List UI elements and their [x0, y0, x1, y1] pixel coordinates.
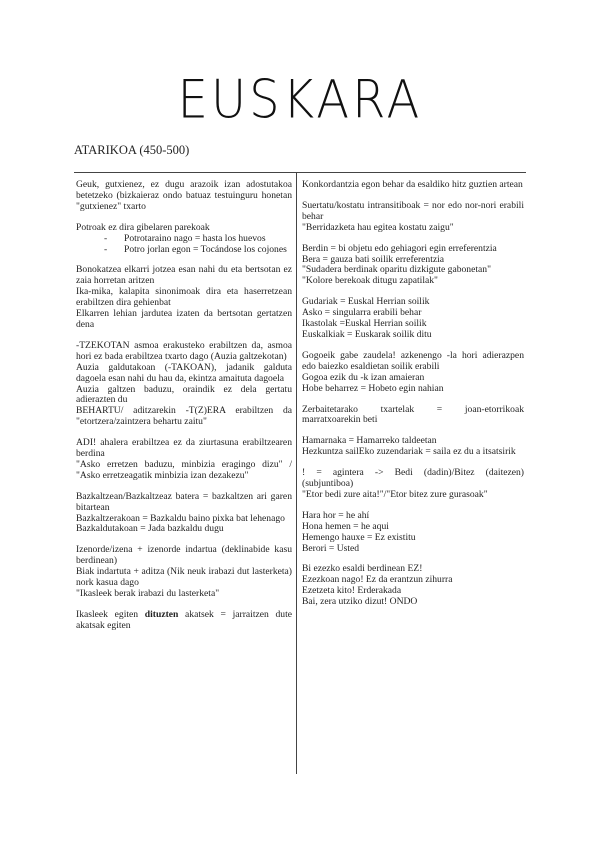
note-paragraph: Ikastolak =Euskal Herrian soilik: [302, 318, 427, 330]
note-paragraph: ! = agintera -> Bedi (dadin)/Bitez (daitezen) (subjuntiboa): [302, 467, 524, 490]
page-title: EUSKARA: [177, 69, 423, 131]
note-paragraph: Ika-mika, kalapita sinonimoak dira eta haserretzean erabiltzen dira gehienbat: [76, 286, 292, 309]
note-paragraph: Bonokatzea elkarri jotzea esan nahi du eta bertsotan ez zaia horretan aritzen: [76, 264, 292, 287]
note-paragraph: Potroak ez dira gibelaren parekoak: [76, 221, 210, 233]
note-paragraph: Bai, zera utziko dizut! ONDO: [302, 596, 418, 608]
left-column: [76, 180, 292, 632]
note-bold-text: dituzten: [144, 608, 179, 620]
note-paragraph: Asko = singularra erabili behar: [302, 307, 422, 319]
note-paragraph: -TZEKOTAN asmoa erakusteko erabiltzen da, asmoa hori ez bada erabiltzea txarto dago (Auzia galtzekotan): [76, 339, 292, 362]
note-paragraph: "Berridazketa hau egitea kostatu zaigu": [302, 221, 454, 233]
note-paragraph: Gogoeik gabe zaudela! azkenengo -la hori adierazpen edo baiezko esaldietan soilik erabili: [302, 349, 524, 372]
note-paragraph: Bi ezezko esaldi berdinean EZ!: [302, 563, 423, 575]
note-paragraph: "Ikasleek berak irabazi du lasterketa": [76, 588, 220, 599]
list-item: - Potrotaraino nago = hasta los huevos: [114, 234, 292, 245]
note-paragraph: Konkordantzia egon behar da esaldiko hitz guztien artean: [302, 179, 523, 190]
section-subtitle: ATARIKOA (450-500): [74, 143, 190, 157]
note-paragraph: Bazkaltzean/Bazkaltzeaz batera = bazkaltzen ari garen bitartean: [76, 490, 292, 513]
note-paragraph: Ezezkoan nago! Ez da erantzun zihurra: [302, 574, 453, 586]
note-paragraph: Gogoa ezik du -k izan amaieran: [302, 371, 425, 383]
notes-table: [74, 172, 526, 774]
note-paragraph: Berdin = bi objetu edo gehiagori egin erreferentzia: [302, 242, 497, 254]
table-column-divider: [296, 172, 297, 774]
note-paragraph: Hara hor = he ahí: [302, 509, 370, 521]
note-paragraph: Gudariak = Euskal Herrian soilik: [302, 296, 430, 308]
note-paragraph: Berori = Usted: [302, 542, 360, 554]
note-paragraph: Hobe beharrez = Hobeto egin nahian: [302, 382, 444, 394]
note-paragraph: Hamarnaka = Hamarreko taldeetan: [302, 435, 437, 447]
note-paragraph: "Asko erretzen baduzu, minbizia eragingo dizu" / "Asko erretzeagatik minbizia izan dezakezu": [76, 458, 292, 481]
table-top-rule: [74, 172, 526, 173]
note-paragraph: Bazkaltzerakoan = Bazkaldu baino pixka bat lehenago: [76, 512, 285, 524]
note-paragraph: ADI! ahalera erabiltzea ez da ziurtasuna erabiltzearen berdina: [76, 437, 292, 460]
note-paragraph: "Etor bedi zure aita!"/"Etor bitez zure gurasoak": [302, 488, 488, 500]
note-paragraph: BEHARTU/ aditzarekin -T(Z)ERA erabiltzen da "etortzera/zaintzera behartu zaitu": [76, 405, 292, 428]
note-paragraph: "Sudadera berdinak oparitu dizkigute gabonetan": [302, 264, 491, 276]
note-paragraph: Auzia galdutakoan (-TAKOAN), jadanik galduta dagoela esan nahi du hau da, ekintza amaituta dagoela: [76, 361, 292, 384]
note-paragraph: Hemengo hauxe = Ez existitu: [302, 531, 416, 543]
note-paragraph: Suertatu/kostatu intransitiboak = nor edo nor-nori erabili behar: [302, 199, 524, 222]
note-paragraph: [76, 610, 292, 632]
note-paragraph: Elkarren lehian jarduteа izaten da bertsotan gertatzen dena: [76, 308, 292, 330]
right-column: [302, 180, 524, 608]
note-paragraph: Hezkuntza sailEko zuzendariak = saila ez du a itsatsirik: [302, 446, 516, 458]
list-item: - Potro jorlan egon = Tocándose los cojones: [114, 245, 292, 256]
note-paragraph: "Kolore berekoak ditugu zapatilak": [302, 275, 438, 287]
note-paragraph: Izenorde/izena + izenorde indartua (deklinabide kasu berdinean): [76, 544, 292, 567]
note-paragraph: Zerbaitetarako txartelak = joan-etorrikoak marratxoarekin beti: [302, 403, 524, 426]
note-text: akatsek = jarraitzen dute akatsak egiten: [76, 608, 292, 631]
note-paragraph: Bazkaldutakoan = Jada bazkaldu dugu: [76, 523, 224, 535]
note-paragraph: Biak indartuta + aditza (Nik neuk irabazi dut lasterketa) nork kasua dago: [76, 566, 292, 589]
note-paragraph: Bera = gauza bati soilik erreferentzia: [302, 253, 445, 265]
note-list: [76, 234, 292, 256]
note-paragraph: Euskalkiak = Euskarak soilik ditu: [302, 328, 432, 340]
note-paragraph: Auzia galtzen baduzu, oraindik ez dela gertatu adierazten du: [76, 383, 292, 406]
note-paragraph: Ezetzeta kito! Erderakada: [302, 585, 402, 597]
note-text: Ikasleek egiten: [76, 608, 145, 620]
note-paragraph: Hona hemen = he aqui: [302, 520, 389, 532]
note-paragraph: Geuk, gutxienez, ez dugu arazoik izan adostutakoa betetzeko (bizkaieraz ondo batuaz testuinguru honetan "gutxienez" txarto: [76, 179, 292, 212]
